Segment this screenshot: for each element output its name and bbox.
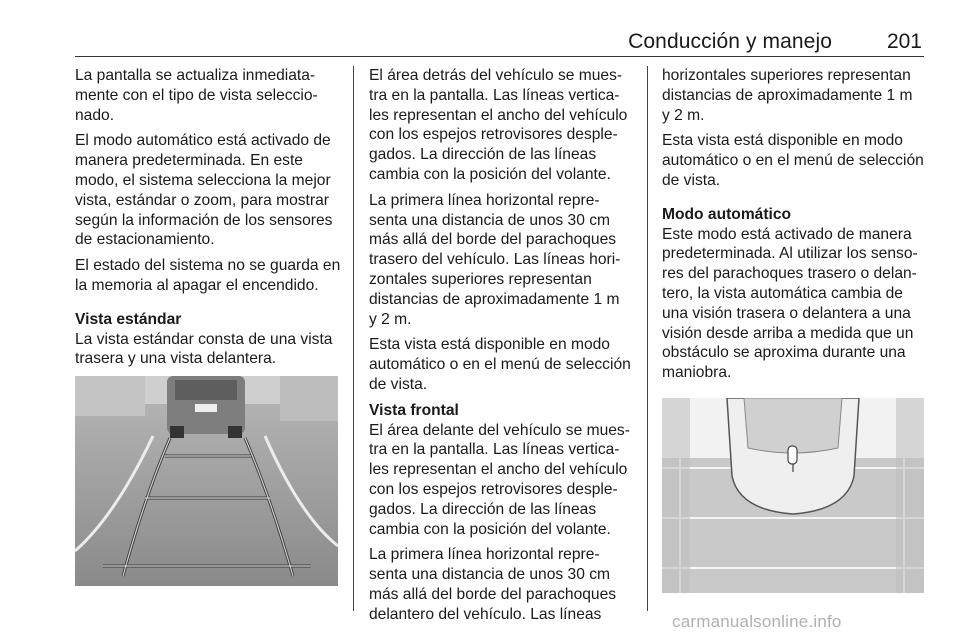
text-column-1 [75, 66, 340, 401]
text-line: modo, el sistema selecciona la mejor [75, 171, 331, 189]
text-line: La primera línea horizontal repre- [369, 546, 600, 564]
text-line: delantero del vehículo. Las líneas [369, 605, 602, 623]
text-line: gados. La dirección de las líneas [369, 500, 597, 518]
paragraph [75, 131, 340, 250]
paragraph [75, 66, 340, 125]
text-line: trasero del vehículo. Las líneas hori- [369, 251, 621, 269]
paragraph [369, 335, 631, 394]
text-line: La pantalla se actualiza inmediata- [75, 67, 316, 84]
text-line: obstáculo se aproxima durante una [662, 344, 906, 362]
text-line: más allá del borde del parachoques [369, 231, 617, 249]
text-line: zontales superiores representan [369, 270, 592, 288]
text-line: trasera y una vista delantera. [75, 350, 277, 368]
text-line: senta una distancia de unos 30 cm [369, 211, 610, 229]
subsection-heading: Vista frontal [369, 401, 459, 419]
text-line: y 2 m. [662, 106, 705, 124]
text-line: una visión trasera o delantera a una [662, 304, 911, 322]
text-line: senta una distancia de unos 30 cm [369, 566, 610, 584]
text-line: cambia con la posición del volante. [369, 165, 611, 183]
text-line: automático o en el menú de selección [369, 356, 631, 374]
text-line: El estado del sistema no se guarda en [75, 257, 341, 275]
text-line: de vista. [369, 375, 428, 393]
text-line: res del parachoques trasero o delan- [662, 265, 917, 283]
column-divider [353, 66, 354, 611]
zoom-view-camera-image [662, 398, 924, 593]
paragraph [75, 256, 340, 296]
text-line: visión desde arriba a medida que un [662, 324, 914, 342]
text-line: según la información de los sensores [75, 211, 333, 229]
text-line: manera predeterminada. En este [75, 152, 303, 170]
paragraph [369, 545, 631, 624]
text-line: tero, la vista automática cambia de [662, 284, 903, 302]
text-line: con los espejos retrovisores desple- [369, 126, 618, 144]
text-column-3 [662, 66, 924, 423]
subsection-heading: Vista estándar [75, 310, 182, 328]
text-line: El área delante del vehículo se mues- [369, 421, 630, 439]
car-top-view [727, 398, 859, 514]
text-line: les representan el ancho del vehículo [369, 106, 628, 124]
text-line: El área detrás del vehículo se mues- [369, 67, 623, 84]
header-rule [75, 56, 924, 57]
watermark: carmanualsonline.info [672, 612, 842, 631]
text-line: horizontales superiores representan [662, 67, 911, 84]
text-line: cambia con la posición del volante. [369, 520, 611, 538]
text-line: con los espejos retrovisores desple- [369, 480, 618, 498]
paragraph [662, 131, 924, 190]
text-line: La primera línea horizontal repre- [369, 191, 600, 209]
rear-view-camera-image [75, 376, 338, 586]
text-line: predeterminada. Al utilizar los senso- [662, 245, 918, 263]
text-line: distancias de aproximadamente 1 m [369, 290, 620, 308]
text-line: de vista. [662, 171, 721, 189]
text-line: tra en la pantalla. Las líneas vertica- [369, 441, 620, 459]
text-line: más allá del borde del parachoques [369, 585, 617, 603]
text-line: nado. [75, 106, 115, 124]
text-line: la memoria al apagar el encendido. [75, 276, 319, 294]
paragraph [369, 401, 631, 540]
text-column-2 [369, 66, 631, 631]
zoom-view-illustration [662, 398, 924, 593]
text-line: El modo automático está activado de [75, 132, 331, 150]
page-number: 201 [886, 30, 922, 53]
text-line: Esta vista está disponible en modo [369, 336, 610, 354]
text-line: gados. La dirección de las líneas [369, 146, 597, 164]
text-line: Este modo está activado de manera [662, 225, 912, 243]
subsection-heading: Modo automático [662, 205, 792, 223]
paragraph [662, 205, 924, 383]
text-line: distancias de aproximadamente 1 m [662, 86, 913, 104]
paragraph [369, 191, 631, 330]
paragraph [662, 66, 924, 125]
car-shape [167, 376, 245, 438]
text-line: mente con el tipo de vista seleccio- [75, 86, 318, 104]
section-title: Conducción y manejo [628, 30, 832, 53]
text-line: tra en la pantalla. Las líneas vertica- [369, 86, 620, 104]
text-line: La vista estándar consta de una vista [75, 330, 333, 348]
text-line: automático o en el menú de selección [662, 152, 924, 170]
column-divider [647, 66, 648, 611]
text-line: les representan el ancho del vehículo [369, 461, 628, 479]
text-line: vista, estándar o zoom, para mostrar [75, 191, 329, 209]
text-line: de estacionamiento. [75, 231, 215, 249]
paragraph [369, 66, 631, 185]
rear-view-illustration [75, 376, 338, 586]
paragraph [75, 310, 340, 369]
text-line: y 2 m. [369, 310, 412, 328]
text-line: Esta vista está disponible en modo [662, 132, 903, 150]
text-line: maniobra. [662, 364, 732, 382]
